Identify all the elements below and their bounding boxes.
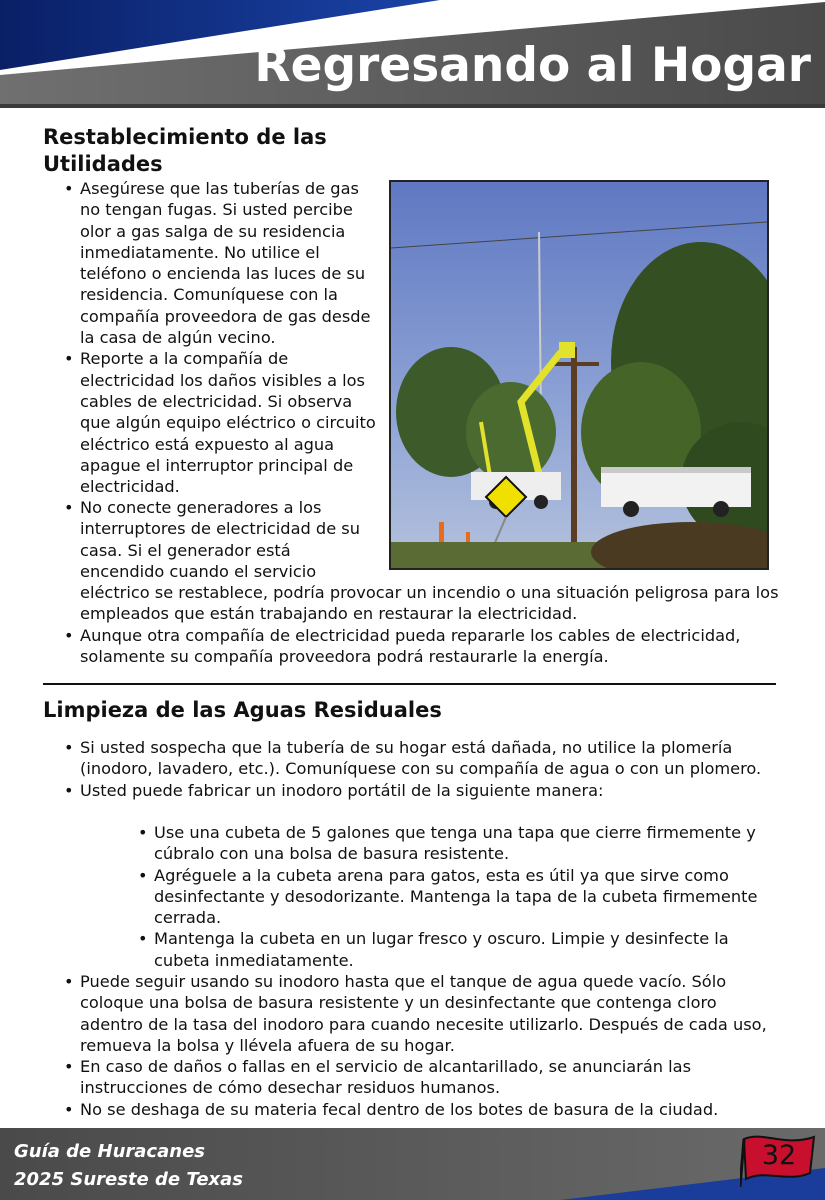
list-item: • Si usted sospecha que la tubería de su hogar está dañada, no utilice la plomería (inodoro, lavadero, etc.). Comuníquese con su compañía de agua o con un plomero.: [43, 737, 783, 780]
sub-list-item: • Agréguele a la cubeta arena para gatos, esta es útil ya que sirve como desinfectante y desodorizante. Mantenga la tapa de la cubeta firmemente cerrada.: [43, 865, 783, 929]
utilities-list-top: [43, 178, 383, 497]
wastewater-list-after: [43, 971, 783, 1120]
list-item: • Puede seguir usando su inodoro hasta que el tanque de agua quede vacío. Sólo coloque una bolsa de basura resistente y un desinfectante que contenga cloro adentro de la tasa del inodoro para cuando necesite utilizarlo. Después de cada uso, remueva la bolsa y llévela afuera de su hogar.: [43, 971, 783, 1056]
list-item: • Reporte a la compañía de electricidad los daños visibles a los cables de electricidad. Si observa que algún equipo eléctrico o circuito eléctrico está expuesto al agua apague el interruptor principal de electricidad.: [43, 348, 383, 497]
page-number: 32: [761, 1140, 797, 1171]
utilities-list-bottom: [43, 497, 783, 582]
sub-list-item: • Use una cubeta de 5 galones que tenga una tapa que cierre firmemente y cúbralo con una bolsa de basura resistente.: [43, 822, 783, 865]
footer-guide-subtitle: 2025 Sureste de Texas: [14, 1169, 244, 1190]
page-footer: [0, 1128, 825, 1200]
page-title: Regresando al Hogar: [254, 38, 811, 93]
footer-guide-title: Guía de Huracanes: [14, 1141, 205, 1162]
list-item: • No se deshaga de su materia fecal dentro de los botes de basura de la ciudad.: [43, 1099, 783, 1120]
list-item: • Asegúrese que las tuberías de gas no tengan fugas. Si usted percibe olor a gas salga de su residencia inmediatamente. No utilice el teléfono o encienda las luces de su residencia. Comuníquese con la compañía proveedora de gas desde la casa de algún vecino.: [43, 178, 383, 348]
portable-toilet-sublist: [43, 822, 783, 971]
list-item: • No conecte generadores a los interruptores de electricidad de su casa. Si el generador está encendido cuando el servicio: [43, 497, 380, 582]
wastewater-list: [43, 737, 783, 801]
section-title-utilities: [43, 124, 327, 178]
list-item: • En caso de daños o fallas en el servicio de alcantarillado, se anunciarán las instrucciones de cómo desechar residuos humanos.: [43, 1056, 783, 1099]
page-header: [0, 0, 825, 108]
utilities-list-last: [43, 625, 783, 668]
list-item: • Aunque otra compañía de electricidad pueda repararle los cables de electricidad, solamente su compañía proveedora podrá restaurarle la energía.: [43, 625, 783, 668]
sub-list-item: • Mantenga la cubeta en un lugar fresco y oscuro. Limpie y desinfecte la cubeta inmediatamente.: [43, 928, 783, 971]
section-title-line: Utilidades: [43, 152, 163, 176]
section-divider: [43, 683, 776, 685]
section-title-line: Restablecimiento de las: [43, 125, 327, 149]
list-item: • Usted puede fabricar un inodoro portátil de la siguiente manera:: [43, 780, 783, 801]
utilities-list-continuation: eléctrico se restablece, podría provocar un incendio o una situación peligrosa para los empleados que están trabajando en restaurar la electricidad.: [80, 583, 779, 624]
section-title-wastewater: Limpieza de las Aguas Residuales: [43, 698, 442, 722]
